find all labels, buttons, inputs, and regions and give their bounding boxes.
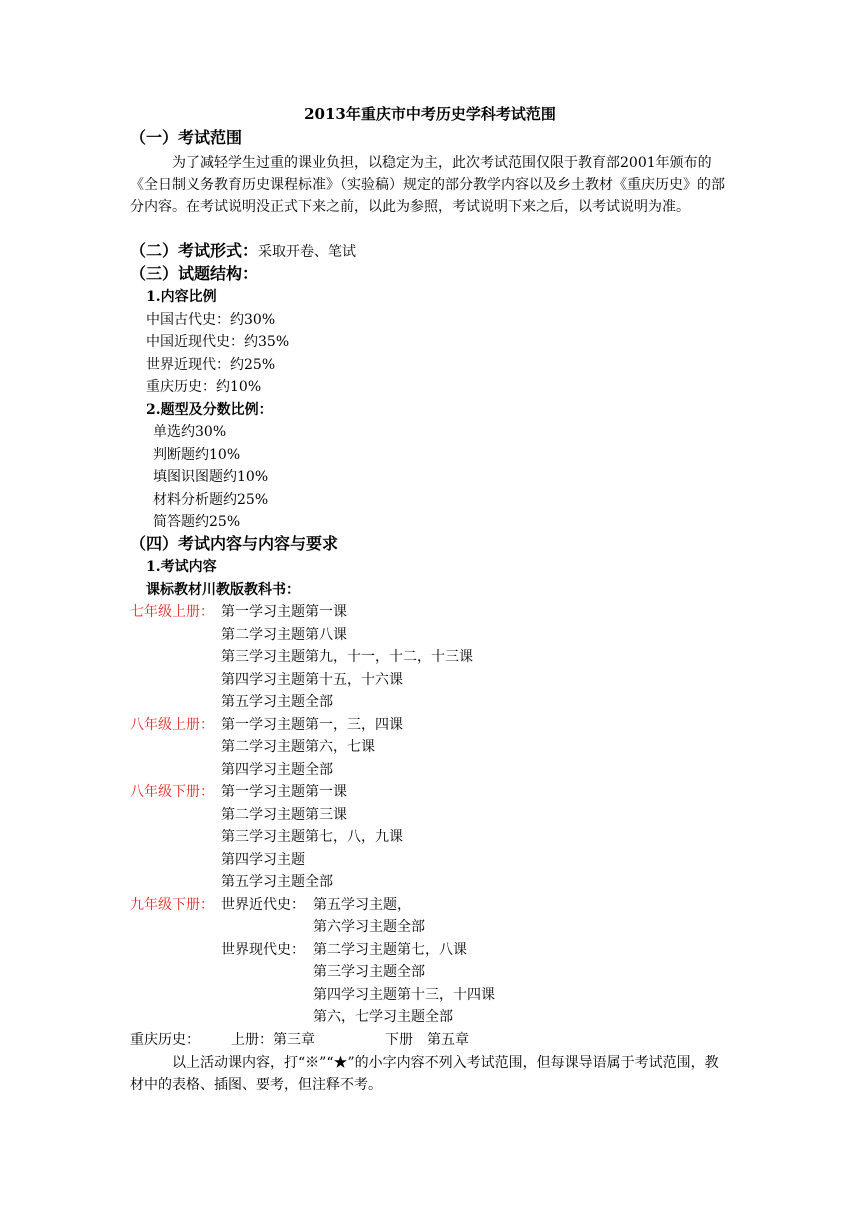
section-2-line bbox=[130, 240, 356, 263]
list-item: 中国古代史：约30% bbox=[146, 312, 276, 328]
list-item: 单选约30% bbox=[153, 424, 227, 440]
list-item: 第四学习主题第十五，十六课 bbox=[221, 672, 403, 688]
grade-8-lower-label: 八年级下册： bbox=[130, 784, 214, 800]
exam-note-paragraph: 以上活动课内容，打“※”“★”的小字内容不列入考试范围，但每课导语属于考试范围，教材中的表格、插图、要考，但注释不考。 bbox=[130, 1055, 719, 1093]
list-item: 第五学习主题全部 bbox=[221, 874, 333, 890]
list-item: 第二学习主题第八课 bbox=[221, 627, 347, 643]
list-item: 第五学习主题全部 bbox=[221, 694, 333, 710]
world-contemporary-history-label: 世界现代史： bbox=[221, 942, 305, 958]
grade-8-upper-label: 八年级上册： bbox=[130, 717, 214, 733]
list-item: 材料分析题约25% bbox=[153, 492, 269, 508]
world-modern-history-label: 世界近代史： bbox=[221, 897, 305, 913]
list-item: 第一学习主题第一，三，四课 bbox=[221, 717, 403, 733]
list-item: 第五学习主题， bbox=[313, 897, 411, 913]
chongqing-lower-volume: 下册 第五章 bbox=[385, 1032, 469, 1048]
section-1-heading: （一）考试范围 bbox=[130, 128, 243, 147]
list-item: 第四学习主题第十三，十四课 bbox=[313, 987, 495, 1003]
page-title: 2013年重庆市中考历史学科考试范围 bbox=[304, 105, 556, 123]
exam-content-label: 1.考试内容 bbox=[146, 559, 217, 575]
list-item: 第三学习主题全部 bbox=[313, 964, 425, 980]
list-item: 填图识图题约10% bbox=[153, 469, 269, 485]
list-item: 第三学习主题第九，十一，十二，十三课 bbox=[221, 649, 473, 665]
grade-7-upper-label: 七年级上册： bbox=[130, 604, 214, 620]
chongqing-upper-volume: 上册：第三章 bbox=[231, 1032, 315, 1048]
list-item: 第二学习主题第七，八课 bbox=[313, 942, 467, 958]
list-item: 第二学习主题第六，七课 bbox=[221, 739, 375, 755]
list-item: 第六学习主题全部 bbox=[313, 919, 425, 935]
section-1-paragraph: 为了减轻学生过重的课业负担，以稳定为主，此次考试范围仅限于教育部2001年颁布的《全日制义务教育历史课程标准》（实验稿）规定的部分教学内容以及乡土教材《重庆历史》的部分内容。在考试说明没正式下来之前，以此为参照，考试说明下来之后，以考试说明为准。 bbox=[130, 155, 725, 215]
list-item: 第二学习主题第三课 bbox=[221, 807, 347, 823]
list-item: 第六，七学习主题全部 bbox=[313, 1009, 453, 1025]
list-item: 中国近现代史：约35% bbox=[146, 334, 290, 350]
list-item: 世界近现代：约25% bbox=[146, 357, 276, 373]
section-2-value: 采取开卷、笔试 bbox=[258, 244, 357, 260]
list-item: 判断题约10% bbox=[153, 447, 241, 463]
section-2-heading: （二）考试形式： bbox=[130, 241, 259, 260]
grade-9-lower-label: 九年级下册： bbox=[130, 897, 214, 913]
section-4-heading: （四）考试内容与内容与要求 bbox=[130, 534, 339, 553]
list-item: 第一学习主题第一课 bbox=[221, 604, 347, 620]
textbook-label: 课标教材川教版教科书： bbox=[146, 582, 300, 598]
section-3-heading: （三）试题结构： bbox=[130, 264, 259, 283]
question-type-label: 2.题型及分数比例： bbox=[146, 402, 273, 418]
chongqing-history-label: 重庆历史： bbox=[130, 1032, 200, 1048]
list-item: 第一学习主题第一课 bbox=[221, 784, 347, 800]
content-ratio-label: 1.内容比例 bbox=[146, 289, 217, 305]
list-item: 第四学习主题全部 bbox=[221, 762, 333, 778]
list-item: 第三学习主题第七，八，九课 bbox=[221, 829, 403, 845]
list-item: 简答题约25% bbox=[153, 514, 241, 530]
list-item: 第四学习主题 bbox=[221, 852, 305, 868]
list-item: 重庆历史：约10% bbox=[146, 379, 262, 395]
